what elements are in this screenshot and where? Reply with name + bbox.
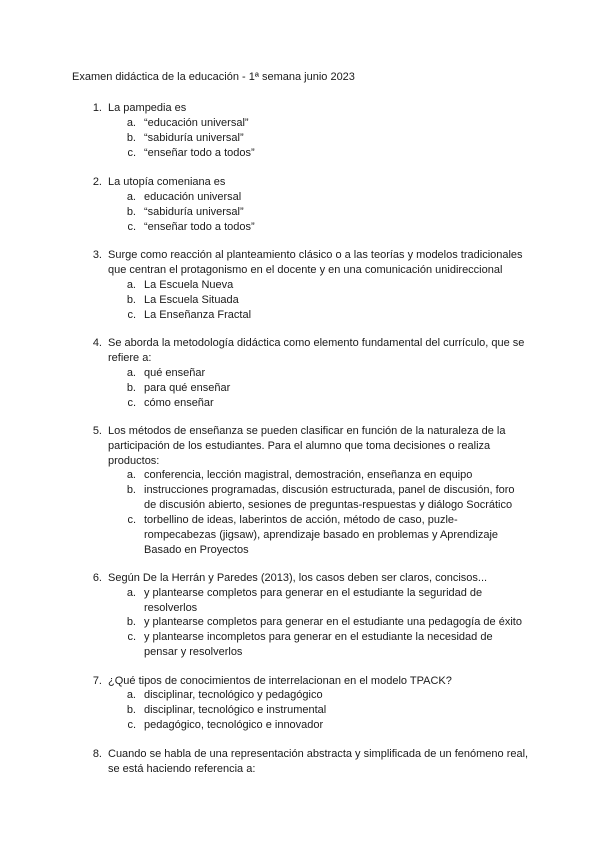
question-text: Según De la Herrán y Paredes (2013), los casos deben ser claros, concisos... (108, 572, 488, 584)
option-text: instrucciones programadas, discusión estructurada, panel de discusión, foro de discusión abierto, sesiones de preguntas-respuestas y diálogo Socrático (144, 484, 515, 511)
question-number: 4. (92, 337, 102, 349)
option-letter: a. (126, 587, 136, 599)
exam-title: Examen didáctica de la educación - 1ª semana junio 2023 (72, 71, 355, 83)
option-letter: c. (127, 147, 136, 159)
option-letter: a. (126, 191, 136, 203)
option-letter: b. (126, 616, 136, 628)
question-text: Surge como reacción al planteamiento clásico o a las teorías y modelos tradicionales que centran el protagonismo en el docente y en una comunicación unidireccional (108, 249, 523, 276)
question-number: 8. (92, 748, 102, 760)
option-text: La Escuela Situada (144, 294, 239, 306)
option-letter: a. (126, 367, 136, 379)
option-letter: c. (127, 514, 136, 526)
option-text: educación universal (144, 191, 242, 203)
option-text: La Enseñanza Fractal (144, 309, 252, 321)
option-letter: c. (127, 309, 136, 321)
option-text: “sabiduría universal” (144, 132, 244, 144)
question-number: 1. (92, 102, 102, 114)
option-text: y plantearse incompletos para generar en el estudiante la necesidad de pensar y resolverlos (144, 631, 493, 658)
option-letter: b. (126, 484, 136, 496)
question-text: Se aborda la metodología didáctica como elemento fundamental del currículo, que se refiere a: (108, 337, 525, 364)
question-text: Cuando se habla de una representación abstracta y simplificada de un fenómeno real, se está haciendo referencia a: (108, 748, 529, 775)
option-letter: a. (126, 117, 136, 129)
option-letter: a. (126, 279, 136, 291)
option-text: y plantearse completos para generar en el estudiante una pedagogía de éxito (144, 616, 522, 628)
option-text: cómo enseñar (144, 397, 214, 409)
question-text: Los métodos de enseñanza se pueden clasificar en función de la naturaleza de la participación de los estudiantes. Para el alumno que toma decisiones o realiza productos: (108, 425, 506, 467)
option-letter: b. (126, 294, 136, 306)
option-text: y plantearse completos para generar en el estudiante la seguridad de resolverlos (144, 587, 483, 614)
option-text: “sabiduría universal” (144, 206, 244, 218)
question-text: La pampedia es (108, 102, 187, 114)
option-letter: c. (127, 719, 136, 731)
option-text: disciplinar, tecnológico y pedagógico (144, 689, 323, 701)
question-text: La utopía comeniana es (108, 176, 226, 188)
question-number: 7. (92, 675, 102, 687)
question-number: 5. (92, 425, 102, 437)
option-text: La Escuela Nueva (144, 279, 234, 291)
question-number: 6. (92, 572, 102, 584)
option-text: “educación universal” (144, 117, 249, 129)
option-letter: b. (126, 704, 136, 716)
option-text: qué enseñar (144, 367, 206, 379)
option-text: conferencia, lección magistral, demostración, enseñanza en equipo (144, 469, 473, 481)
option-text: torbellino de ideas, laberintos de acción, método de caso, puzle-rompecabezas (jigsaw), aprendizaje basado en problemas y Aprendizaje Basado en Proyectos (144, 514, 499, 556)
option-text: disciplinar, tecnológico e instrumental (144, 704, 327, 716)
option-letter: a. (126, 689, 136, 701)
option-letter: a. (126, 469, 136, 481)
option-letter: b. (126, 206, 136, 218)
option-letter: c. (127, 397, 136, 409)
question-number: 3. (92, 249, 102, 261)
option-text: pedagógico, tecnológico e innovador (144, 719, 324, 731)
option-letter: c. (127, 221, 136, 233)
option-text: “enseñar todo a todos” (144, 147, 255, 159)
option-text: “enseñar todo a todos” (144, 221, 255, 233)
option-letter: b. (126, 382, 136, 394)
question-text: ¿Qué tipos de conocimientos de interrelacionan en el modelo TPACK? (108, 675, 452, 687)
question-number: 2. (92, 176, 102, 188)
option-letter: c. (127, 631, 136, 643)
option-letter: b. (126, 132, 136, 144)
option-text: para qué enseñar (144, 382, 231, 394)
